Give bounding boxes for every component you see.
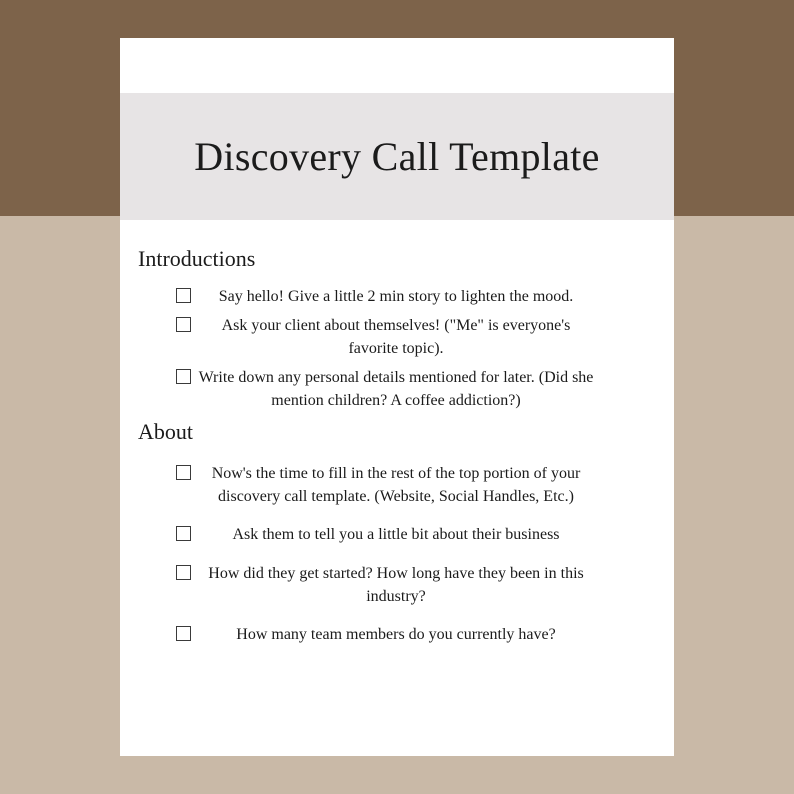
- title-banner: [120, 93, 674, 220]
- section-heading-introductions: Introductions: [138, 246, 256, 271]
- section-heading-about: About: [138, 419, 193, 444]
- checklist-item-text: Now's the time to fill in the rest of the top portion of your discovery call template. (Website, Social Handles, Etc.): [211, 465, 581, 505]
- checkbox[interactable]: [176, 565, 191, 580]
- checkbox[interactable]: [176, 317, 191, 332]
- checkbox[interactable]: [176, 288, 191, 303]
- checkbox[interactable]: [176, 626, 191, 641]
- checklist-item-text: Ask them to tell you a little bit about their business: [232, 526, 560, 543]
- checkbox[interactable]: [176, 465, 191, 480]
- checklist-page: [120, 38, 674, 756]
- checkbox[interactable]: [176, 526, 191, 541]
- checklist-item-text: Ask your client about themselves! ("Me" is everyone's favorite topic).: [221, 317, 571, 357]
- checklist-item-text: Say hello! Give a little 2 min story to lighten the mood.: [218, 288, 574, 305]
- checklist-item-text: Write down any personal details mentioned for later. (Did she mention children? A coffee addiction?): [198, 369, 594, 409]
- page-title: Discovery Call Template: [194, 134, 600, 179]
- checkbox[interactable]: [176, 369, 191, 384]
- checklist-item-text: How did they get started? How long have they been in this industry?: [208, 565, 584, 605]
- checklist-item-text: How many team members do you currently have?: [236, 626, 556, 643]
